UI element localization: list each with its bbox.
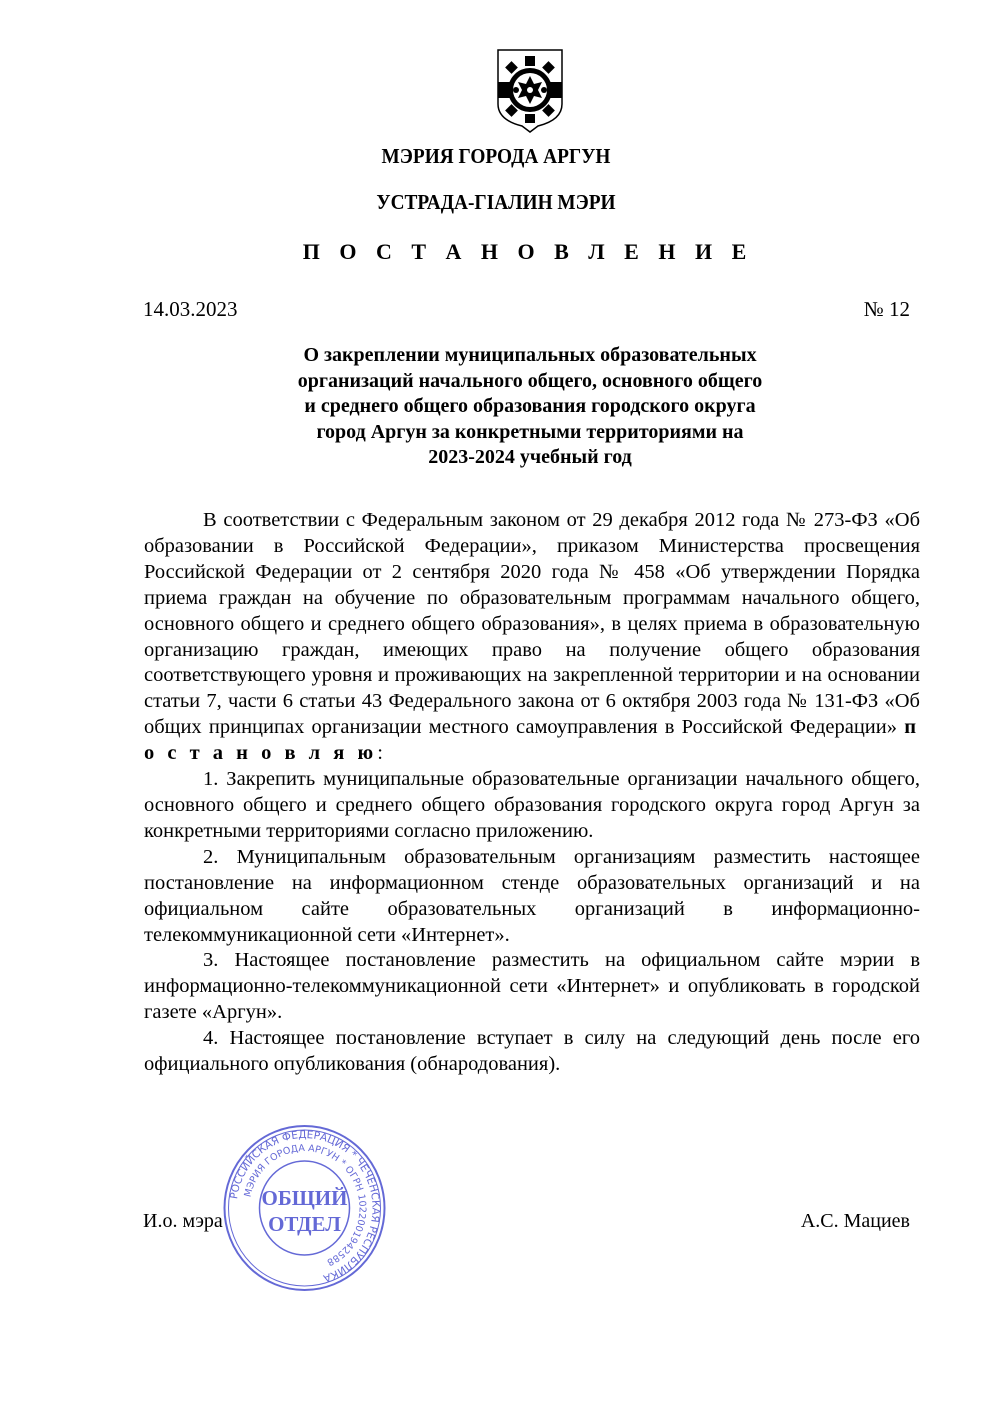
document-body [144, 508, 920, 1078]
city-coat-of-arms-icon [494, 46, 566, 134]
subject-line: организаций начального общего, основного общего [297, 369, 763, 392]
stamp-outer-ring-path: РОССИЙСКАЯ ФЕДЕРАЦИЯ * ЧЕЧЕНСКАЯ РЕСПУБЛИКА [228, 1128, 382, 1285]
decree-item: 2. Муниципальным образовательным организациям разместить настоящее постановление на информационном стенде образовательных организаций и на официальном сайте образовательных организаций в информационно-телекоммуникационной сети «Интернет». [144, 845, 920, 946]
stamp-center-line2: ОТДЕЛ [268, 1212, 341, 1236]
decree-word: п о с т а н о в л я ю [144, 716, 921, 765]
decree-item: 4. Настоящее постановление вступает в силу на следующий день после его официального опубликования (обнародования). [144, 1027, 920, 1076]
document-type: П О С Т А Н О В Л Е Н И Е [302, 239, 754, 264]
stamp-inner-ring-path: МЭРИЯ ГОРОДА АРГУН * ОГРН 1022001942588 [242, 1142, 368, 1268]
organization-name-chechen: УСТРАДА-ГIАЛИН МЭРИ [376, 190, 616, 214]
preamble-text: В соответствии с Федеральным законом от 29 декабря 2012 года № 273-ФЗ «Об образовании в Российской Федерации», приказом Министерства просвещения Российской Федерации от 2 сентября 2020 года № 458 «Об утверждении Порядка приема граждан на обучение по образовательным программам начального общего, основного общего и среднего общего образования», в целях приема в образовательную организацию граждан, имеющих право на получение общего образования соответствующего уровня и проживающих на закрепленной территории и на основании статьи 7, части 6 статьи 43 Федерального закона от 6 октября 2003 года № 131-ФЗ «Об общих принципах организации местного самоуправления в Российской Федерации» [144, 509, 920, 739]
decree-item: 3. Настоящее постановление разместить на официальном сайте мэрии в информационно-телекоммуникационной сети «Интернет» и опубликовать в городской газете «Аргун». [144, 949, 920, 1024]
signatory-name: А.С. Мациев [800, 1210, 910, 1232]
subject-line: О закреплении муниципальных образовательных [303, 344, 757, 366]
decree-colon: : [377, 742, 383, 765]
document-number: № 12 [863, 297, 910, 321]
signatory-title: И.о. мэра [143, 1210, 223, 1232]
subject-line: 2023-2024 учебный год [428, 446, 632, 468]
preamble-paragraph [144, 508, 920, 767]
official-stamp [222, 1123, 387, 1293]
document-subject [230, 343, 830, 471]
decree-item: 1. Закрепить муниципальные образовательные организации начального общего, основного общего и среднего общего образования городского округа город Аргун за конкретными территориями согласно приложению. [144, 768, 920, 842]
organization-name: МЭРИЯ ГОРОДА АРГУН [381, 144, 611, 168]
stamp-center-line1: ОБЩИЙ [261, 1186, 348, 1210]
document-date: 14.03.2023 [143, 297, 238, 321]
subject-line: и среднего общего образования городского округа [304, 395, 756, 417]
subject-line: город Аргун за конкретными территориями на [316, 420, 744, 443]
